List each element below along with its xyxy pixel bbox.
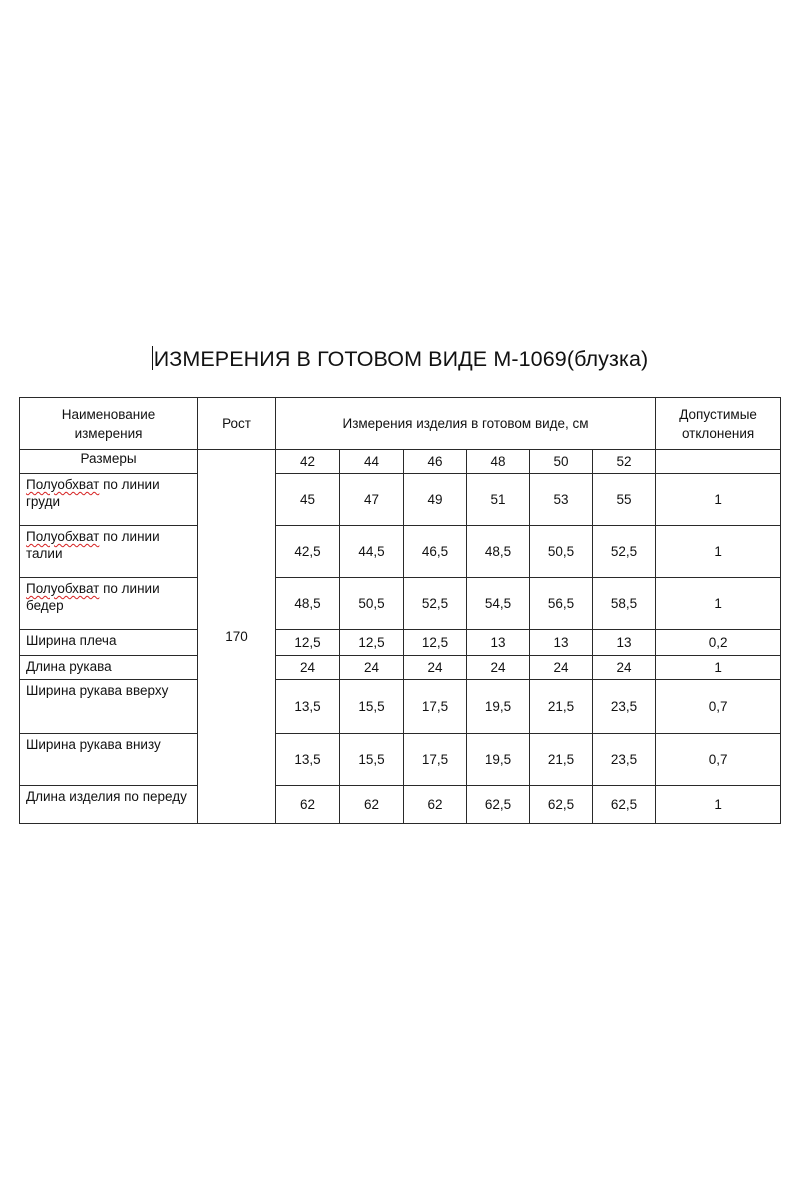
value-cell: 48,5 [467,526,530,578]
header-tolerance: Допустимые отклонения [656,398,781,450]
value-cell: 42,5 [276,526,340,578]
table-row [20,630,781,656]
value-cell: 45 [276,474,340,526]
size-cell: 42 [276,450,340,474]
value-cell: 58,5 [593,578,656,630]
tolerance-cell: 1 [656,578,781,630]
row-name-rest: по линии талии [26,529,160,561]
value-cell: 12,5 [404,630,467,656]
value-cell: 62,5 [593,786,656,824]
table-row [20,680,781,734]
header-row [20,398,781,450]
row-name-rest: по линии груди [26,477,160,509]
row-name-rest: по линии бедер [26,581,160,613]
value-cell: 62,5 [530,786,593,824]
value-cell: 17,5 [404,680,467,734]
tolerance-cell: 0,7 [656,734,781,786]
row-name [20,578,198,630]
table-row [20,786,781,824]
value-cell: 13 [530,630,593,656]
header-measurements: Измерения изделия в готовом виде, см [276,398,656,450]
tolerance-cell: 1 [656,474,781,526]
tolerance-cell: 1 [656,656,781,680]
value-cell: 50,5 [340,578,404,630]
value-cell: 12,5 [276,630,340,656]
value-cell: 47 [340,474,404,526]
page-title [0,346,800,372]
value-cell: 44,5 [340,526,404,578]
row-name [20,526,198,578]
tolerance-cell: 0,7 [656,680,781,734]
value-cell: 24 [467,656,530,680]
row-name: Ширина рукава внизу [20,734,198,786]
value-cell: 19,5 [467,680,530,734]
value-cell: 13 [593,630,656,656]
value-cell: 15,5 [340,734,404,786]
value-cell: 24 [530,656,593,680]
value-cell: 13,5 [276,734,340,786]
row-name: Длина рукава [20,656,198,680]
sizes-tolerance-empty [656,450,781,474]
spellcheck-word: Полуобхват [26,529,100,544]
value-cell: 62 [276,786,340,824]
table-row [20,734,781,786]
sizes-row [20,450,781,474]
value-cell: 13 [467,630,530,656]
value-cell: 24 [404,656,467,680]
tolerance-cell: 1 [656,786,781,824]
value-cell: 62 [404,786,467,824]
tolerance-cell: 0,2 [656,630,781,656]
value-cell: 49 [404,474,467,526]
value-cell: 55 [593,474,656,526]
size-cell: 46 [404,450,467,474]
table-row [20,526,781,578]
measurements-table [19,397,781,824]
value-cell: 17,5 [404,734,467,786]
value-cell: 13,5 [276,680,340,734]
value-cell: 19,5 [467,734,530,786]
value-cell: 50,5 [530,526,593,578]
title-text: ИЗМЕРЕНИЯ В ГОТОВОМ ВИДЕ М-1069(блузка) [153,347,649,371]
table-row [20,656,781,680]
value-cell: 24 [340,656,404,680]
value-cell: 52,5 [404,578,467,630]
value-cell: 21,5 [530,734,593,786]
spellcheck-word: Полуобхват [26,581,100,596]
size-cell: 44 [340,450,404,474]
table-row [20,578,781,630]
sizes-label: Размеры [20,450,198,474]
size-cell: 48 [467,450,530,474]
row-name [20,474,198,526]
value-cell: 53 [530,474,593,526]
size-cell: 50 [530,450,593,474]
value-cell: 62 [340,786,404,824]
value-cell: 24 [593,656,656,680]
text-cursor [152,346,153,370]
value-cell: 24 [276,656,340,680]
spellcheck-word: Полуобхват [26,477,100,492]
row-name: Ширина плеча [20,630,198,656]
header-name: Наименование измерения [20,398,198,450]
value-cell: 21,5 [530,680,593,734]
value-cell: 15,5 [340,680,404,734]
value-cell: 46,5 [404,526,467,578]
row-name: Длина изделия по переду [20,786,198,824]
table-row [20,474,781,526]
row-name: Ширина рукава вверху [20,680,198,734]
value-cell: 23,5 [593,734,656,786]
value-cell: 62,5 [467,786,530,824]
rost-value: 170 [198,450,276,824]
value-cell: 12,5 [340,630,404,656]
value-cell: 48,5 [276,578,340,630]
tolerance-cell: 1 [656,526,781,578]
value-cell: 56,5 [530,578,593,630]
value-cell: 54,5 [467,578,530,630]
value-cell: 23,5 [593,680,656,734]
value-cell: 51 [467,474,530,526]
size-cell: 52 [593,450,656,474]
value-cell: 52,5 [593,526,656,578]
header-rost: Рост [198,398,276,450]
